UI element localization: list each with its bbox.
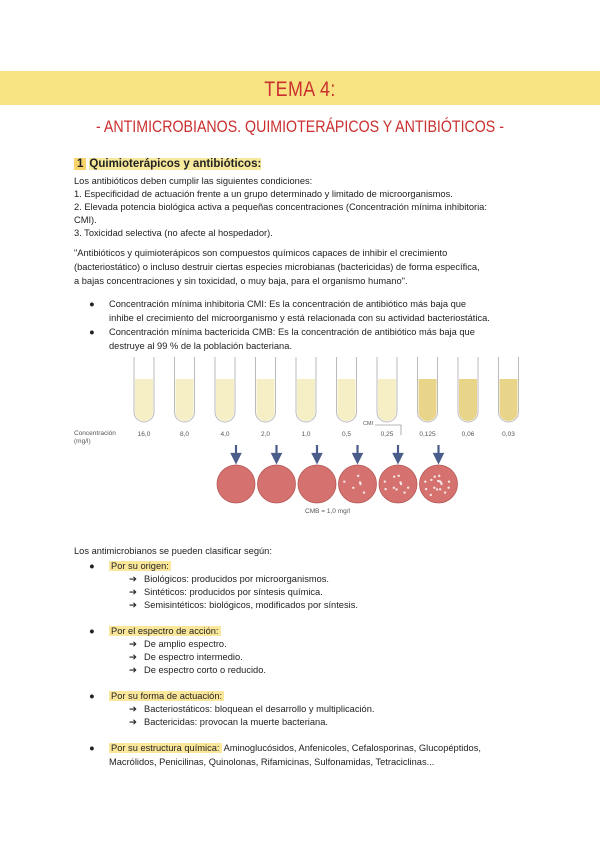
concentration-value: 16,0	[137, 431, 151, 438]
concentration-unit: (mg/l)	[74, 438, 91, 445]
bacterial-colony	[438, 475, 440, 477]
concentration-value: 0,25	[380, 431, 394, 438]
bacterial-colony	[434, 476, 436, 478]
bacterial-colony	[436, 488, 438, 490]
tube-liquid	[338, 379, 356, 421]
bacterial-colony	[430, 494, 432, 496]
down-arrow-icon	[394, 445, 402, 462]
mic-mbc-figure	[72, 357, 532, 527]
paragraph-line: 2. Elevada potencia biológica activa a pequeñas concentraciones (Concentración mínima inhibitoria:	[74, 202, 487, 212]
cmb-label: CMB = 1,0 mg/l	[305, 508, 350, 515]
bullet-dot: ●	[89, 626, 95, 636]
down-arrow-icon	[313, 445, 321, 462]
concentration-value: 2,0	[260, 431, 271, 438]
group-label-spectrum: Por el espectro de acción:	[111, 626, 219, 636]
bullet-text: Concentración mínima bactericida CMB: Es la concentración de antibiótico más baja que	[109, 327, 475, 337]
concentration-value: 0,5	[341, 431, 352, 438]
bacterial-colony	[399, 481, 401, 483]
bacterial-colony	[359, 481, 361, 483]
list-item: ➔ Sintéticos: producidos por síntesis química.	[129, 587, 323, 597]
petri-dish	[298, 465, 336, 503]
quote-line: "Antibióticos y quimioterápicos son compuestos químicos capaces de inhibir el crecimiento	[74, 248, 448, 258]
tube-liquid	[378, 379, 396, 421]
bacterial-colony	[352, 487, 354, 489]
list-item: ➔ De espectro intermedio.	[129, 652, 243, 662]
bullet-dot: ●	[89, 327, 95, 337]
tube-liquid	[257, 379, 275, 421]
bacterial-colony	[363, 491, 365, 493]
classification-intro: Los antimicrobianos se pueden clasificar según:	[74, 546, 272, 556]
tube-liquid	[216, 379, 234, 421]
concentration-value: 4,0	[220, 431, 230, 438]
bacterial-colony	[384, 480, 386, 482]
bacterial-colony	[425, 488, 427, 490]
paragraph-line: Los antibióticos deben cumplir las siguientes condiciones:	[74, 176, 313, 186]
bacterial-colony	[398, 475, 400, 477]
concentration-value: 0,06	[461, 431, 475, 438]
structure-line-2: Macrólidos, Penicilinas, Quinolonas, Rifamicinas, Sulfonamidas, Tetraciclinas...	[109, 757, 435, 767]
bullet-dot: ●	[89, 691, 95, 701]
bacterial-colony	[384, 488, 386, 490]
bullet-dot: ●	[89, 561, 95, 571]
bacterial-colony	[343, 480, 345, 482]
concentration-value: 0,125	[419, 431, 436, 438]
list-item: ➔ De amplio espectro.	[129, 639, 227, 649]
bacterial-colony	[407, 487, 409, 489]
bacterial-colony	[448, 480, 450, 482]
bullet-text: Concentración mínima inhibitoria CMI: Es la concentración de antibiótico más baja que	[109, 299, 467, 309]
list-item: ➔ Semisintéticos: biológicos, modificados por síntesis.	[129, 600, 358, 610]
bacterial-colony	[439, 488, 441, 490]
tube-liquid	[297, 379, 315, 421]
tube-liquid	[459, 379, 477, 421]
structure-line: Por su estructura química: Aminoglucósidos, Anfenicoles, Cefalosporinas, Glucopéptidos,	[111, 743, 481, 753]
bacterial-colony	[395, 488, 397, 490]
bacterial-colony	[403, 491, 405, 493]
page-title: TEMA 4:	[264, 78, 336, 101]
petri-dish	[217, 465, 255, 503]
paragraph-line: 1. Especificidad de actuación frente a un grupo determinado y limitado de microorganismos.	[74, 189, 453, 199]
paragraph-line: CMI).	[74, 215, 97, 225]
list-item: ➔ Biológicos: producidos por microorganismos.	[129, 574, 329, 584]
bacterial-colony	[433, 487, 435, 489]
section-number: 1	[74, 158, 86, 170]
bacterial-colony	[447, 487, 449, 489]
list-item: ➔ De espectro corto o reducido.	[129, 665, 266, 675]
quote-line: a bajas concentraciones y sin toxicidad, o muy baja, para el organismo humano".	[74, 276, 408, 286]
paragraph-line: 3. Toxicidad selectiva (no afecte al hospedador).	[74, 228, 273, 238]
bacterial-colony	[393, 487, 395, 489]
bacterial-colony	[444, 491, 446, 493]
bullet-text: destruye al 99 % de la población bacteriana.	[109, 341, 292, 351]
list-item: ➔ Bacteriostáticos: bloquean el desarrollo y multiplicación.	[129, 704, 375, 714]
concentration-value: 1,0	[301, 431, 311, 438]
group-label-origin: Por su origen:	[111, 561, 169, 571]
section-title: Quimioterápicos y antibióticos:	[89, 158, 262, 170]
bacterial-colony	[393, 476, 395, 478]
tube-liquid	[135, 379, 153, 421]
list-item: ➔ Bactericidas: provocan la muerte bacteriana.	[129, 717, 328, 727]
bacterial-colony	[430, 479, 432, 481]
tube-liquid	[500, 379, 518, 421]
tube-liquid	[419, 379, 437, 421]
quote-line: (bacteriostático) o incluso destruir ciertas especies microbianas (bactericidas) de forma específica,	[74, 262, 480, 272]
tube-liquid	[176, 379, 194, 421]
bullet-text: inhibe el crecimiento del microorganismo y está relacionada con su actividad bacteriostática.	[109, 313, 490, 323]
down-arrow-icon	[232, 445, 240, 462]
bullet-dot: ●	[89, 743, 95, 753]
bacterial-colony	[437, 480, 439, 482]
petri-dish	[379, 465, 417, 503]
concentration-value: 8,0	[179, 431, 190, 438]
down-arrow-icon	[354, 445, 362, 462]
bullet-dot: ●	[89, 299, 95, 309]
page-subtitle: - ANTIMICROBIANOS. QUIMIOTERÁPICOS Y ANTIBIÓTICOS -	[96, 118, 504, 136]
section-heading	[74, 158, 261, 170]
group-label-action: Por su forma de actuación:	[111, 691, 223, 701]
bacterial-colony	[424, 480, 426, 482]
cmi-label: CMI	[363, 421, 374, 427]
down-arrow-icon	[435, 445, 443, 462]
bacterial-colony	[357, 475, 359, 477]
concentration-label: Concentración	[74, 430, 116, 437]
petri-dish	[339, 465, 377, 503]
concentration-value: 0,03	[502, 431, 515, 438]
petri-dish	[258, 465, 296, 503]
down-arrow-icon	[273, 445, 281, 462]
petri-dish	[420, 465, 458, 503]
